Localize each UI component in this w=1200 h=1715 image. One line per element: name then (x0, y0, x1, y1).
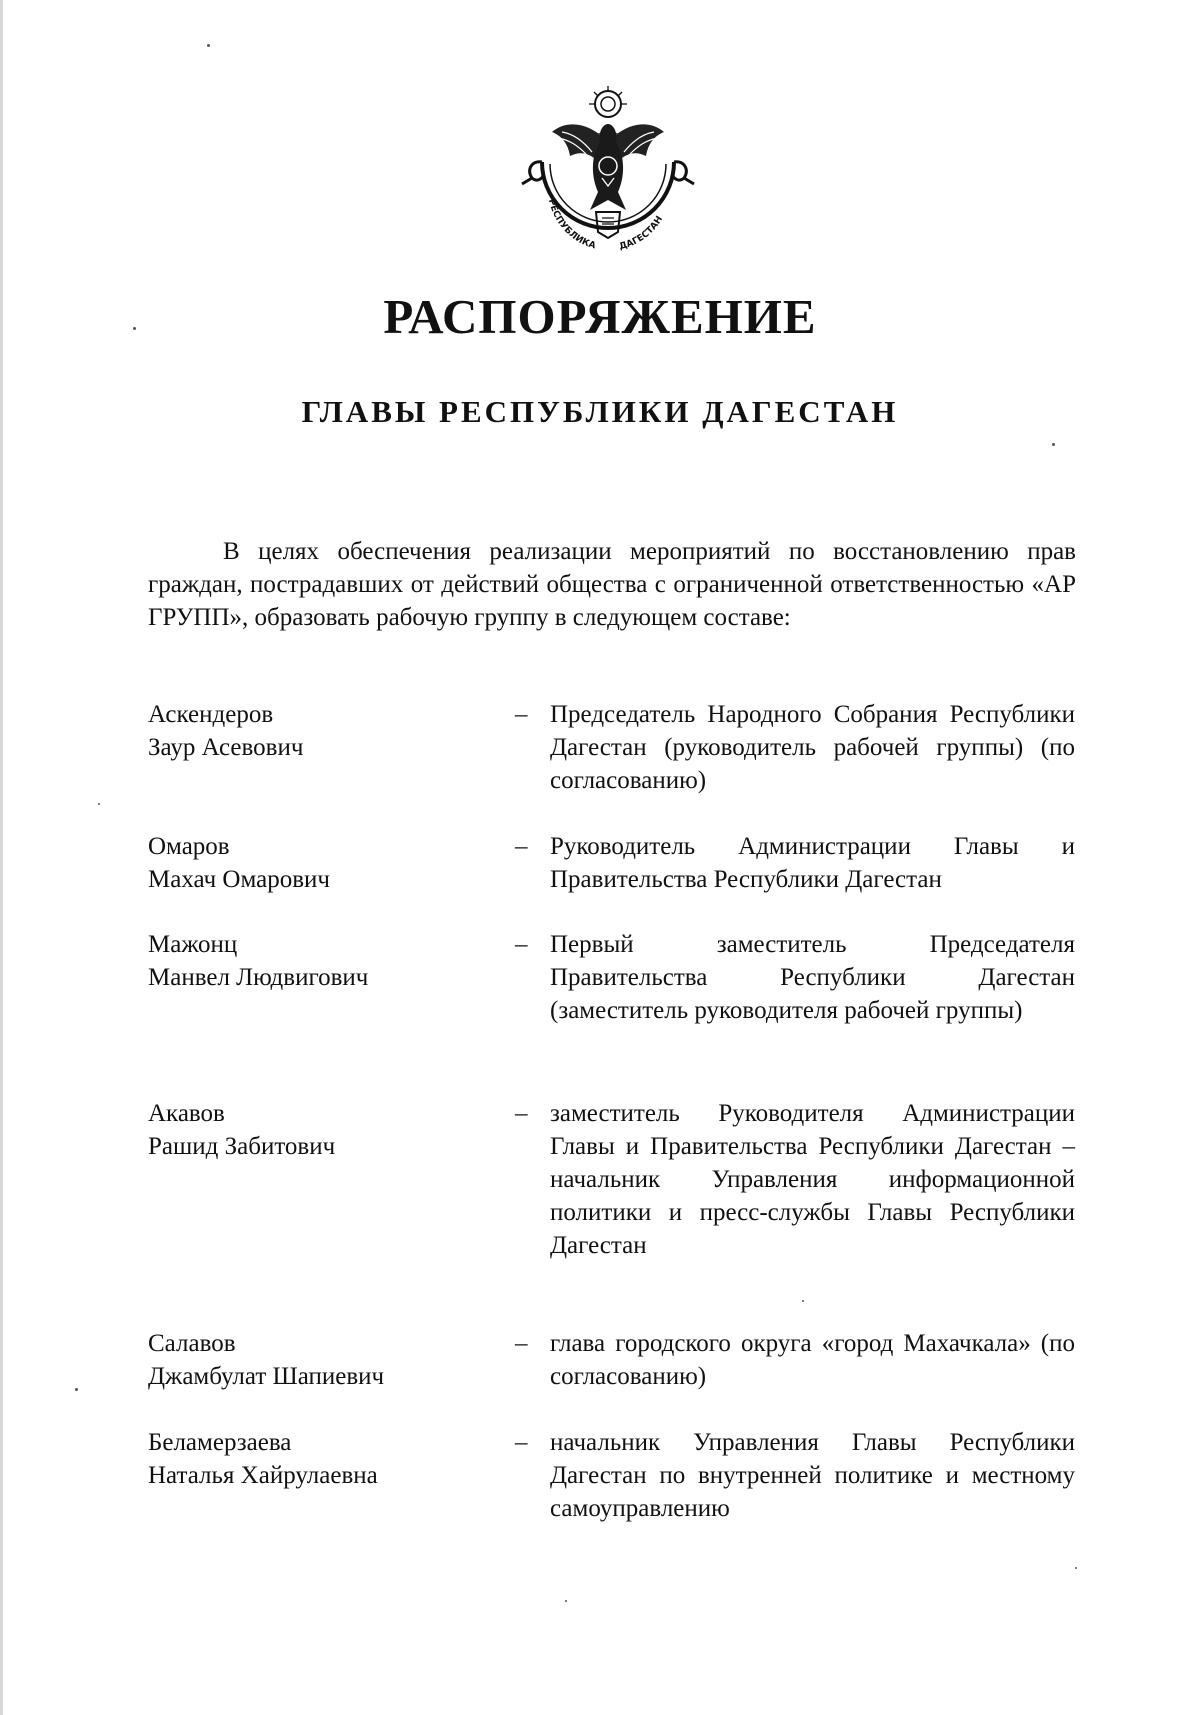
member-name (148, 698, 478, 764)
member-role: Первый заместитель Председателя Правительства Республики Дагестан (заместитель руководителя рабочей группы) (550, 931, 1075, 1024)
member-surname: Омаров (148, 833, 230, 860)
member-name (148, 830, 478, 896)
scan-speck (98, 803, 100, 805)
member-name (148, 1327, 478, 1393)
scan-speck (1075, 1567, 1077, 1569)
member-dash: – (515, 701, 528, 728)
coat-of-arms-emblem (518, 82, 698, 272)
member-given-name: Наталья Хайрулаевна (148, 1462, 378, 1489)
member-dash: – (515, 1429, 528, 1456)
member-given-name: Рашид Забитович (148, 1133, 336, 1160)
scan-speck (802, 1300, 804, 1302)
member-dash: – (515, 1330, 528, 1357)
member-surname: Салавов (148, 1330, 236, 1357)
scan-edge-shadow (0, 0, 3, 1715)
member-dash: – (515, 931, 528, 958)
member-dash: – (515, 833, 528, 860)
member-surname: Акавов (148, 1100, 225, 1127)
member-given-name: Махач Омарович (148, 866, 330, 893)
scan-speck (207, 44, 210, 47)
member-surname: Мажонц (148, 931, 238, 958)
member-given-name: Заур Асевович (148, 734, 304, 761)
scan-speck (565, 1600, 567, 1602)
member-dash: – (515, 1100, 528, 1127)
scan-speck (75, 1388, 78, 1391)
member-given-name: Джамбулат Шапиевич (148, 1363, 385, 1390)
member-name (148, 928, 478, 994)
intro-paragraph: В целях обеспечения реализации мероприятий по восстановлению прав граждан, пострадавших от действий общества с ограниченной ответственностью «АР ГРУПП», образовать рабочую группу в следующем составе: (148, 538, 1076, 631)
scan-speck (1052, 443, 1055, 446)
member-given-name: Манвел Людвигович (148, 964, 369, 991)
document-subtitle: ГЛАВЫ РЕСПУБЛИКИ ДАГЕСТАН (301, 394, 899, 429)
member-name (148, 1097, 478, 1163)
member-role: начальник Управления Главы Республики Дагестан по внутренней политике и местному самоуправлению (550, 1429, 1075, 1522)
member-surname: Аскендеров (148, 701, 274, 728)
member-role: заместитель Руководителя Администрации Главы и Правительства Республики Дагестан – начальник Управления информационной политики и пресс-службы Главы Республики Дагестан (550, 1100, 1075, 1259)
emblem-ring-text-left: РЕСПУБЛИКА (545, 198, 597, 252)
emblem-ring-text-right: ДАГЕСТАН (618, 214, 666, 253)
member-role: Руководитель Администрации Главы и Правительства Республики Дагестан (550, 833, 1075, 893)
member-role: Председатель Народного Собрания Республики Дагестан (руководитель рабочей группы) (по согласованию) (550, 701, 1075, 794)
member-surname: Беламерзаева (148, 1429, 292, 1456)
member-name (148, 1426, 478, 1492)
document-title: РАСПОРЯЖЕНИЕ (383, 289, 817, 344)
member-role: глава городского округа «город Махачкала» (по согласованию) (550, 1330, 1075, 1390)
